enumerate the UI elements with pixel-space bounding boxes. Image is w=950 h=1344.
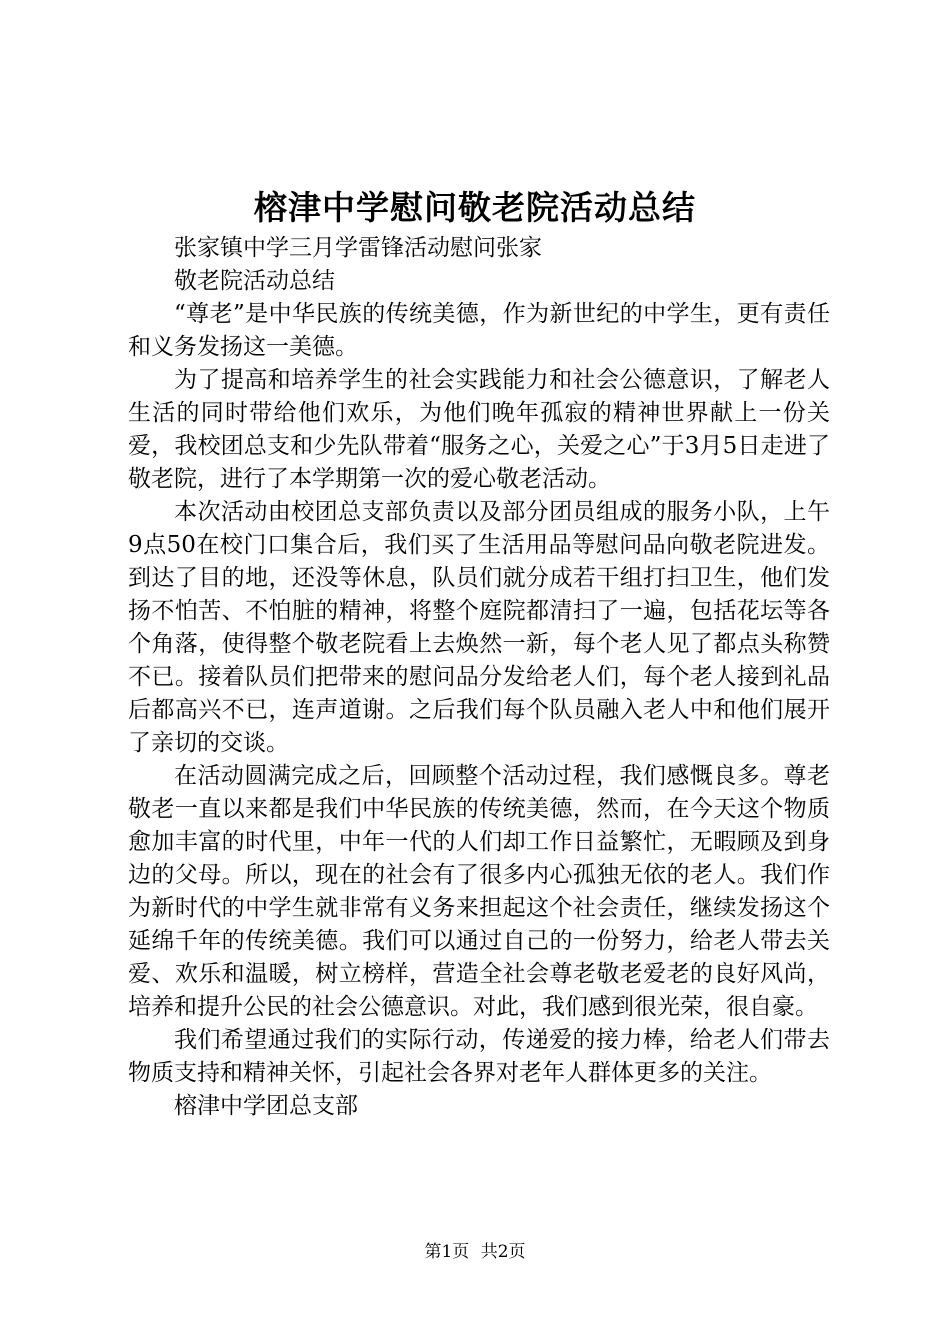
paragraph-activity: 本次活动由校团总支部负责以及部分团员组成的服务小队，上午9点50在校门口集合后，我们买了生活用品等慰问品向敬老院进发。到达了目的地，还没等休息，队员们就分成若干组打扫卫生，他们发扬不怕苦、不怕脏的精神，将整个庭院都清扫了一遍，包括花坛等各个角落，使得整个敬老院看上去焕然一新，每个老人见了都点头称赞不已。接着队员们把带来的慰问品分发给老人们，每个老人接到礼品后都高兴不已，连声道谢。之后我们每个队员融入老人中和他们展开了亲切的交谈。 [128, 499, 830, 756]
page-total: 共2页 [480, 1242, 526, 1262]
document-body [128, 232, 830, 1123]
paragraph-intro: “尊老”是中华民族的传统美德，作为新世纪的中学生，更有责任和义务发扬这一美德。 [128, 301, 830, 360]
document-title: 榕津中学慰问敬老院活动总结 [254, 188, 696, 227]
subtitle-line-1: 张家镇中学三月学雷锋活动慰问张家 [174, 235, 542, 261]
paragraph-reflection: 在活动圆满完成之后，回顾整个活动过程，我们感慨良多。尊老敬老一直以来都是我们中华民族的传统美德，然而，在今天这个物质愈加丰富的时代里，中年一代的人们却工作日益繁忙，无暇顾及到身边的父母。所以，现在的社会有了很多内心孤独无依的老人。我们作为新时代的中学生就非常有义务来担起这个社会责任，继续发扬这个延绵千年的传统美德。我们可以通过自己的一份努力，给老人带去关爱、欢乐和温暖，树立榜样，营造全社会尊老敬老爱老的良好风尚，培养和提升公民的社会公德意识。对此，我们感到很光荣，很自豪。 [128, 763, 830, 1020]
paragraph-hope: 我们希望通过我们的实际行动，传递爱的接力棒，给老人们带去物质支持和精神关怀，引起社会各界对老年人群体更多的关注。 [128, 1027, 830, 1086]
signature-line: 榕津中学团总支部 [174, 1093, 358, 1119]
subtitle-line-2: 敬老院活动总结 [174, 268, 335, 294]
page-number: 第1页 [424, 1242, 470, 1262]
page-footer [0, 1240, 950, 1264]
paragraph-purpose: 为了提高和培养学生的社会实践能力和社会公德意识，了解老人生活的同时带给他们欢乐，为他们晚年孤寂的精神世界献上一份关爱，我校团总支和少先队带着“服务之心，关爱之心”于3月5日走进了敬老院，进行了本学期第一次的爱心敬老活动。 [128, 367, 830, 492]
